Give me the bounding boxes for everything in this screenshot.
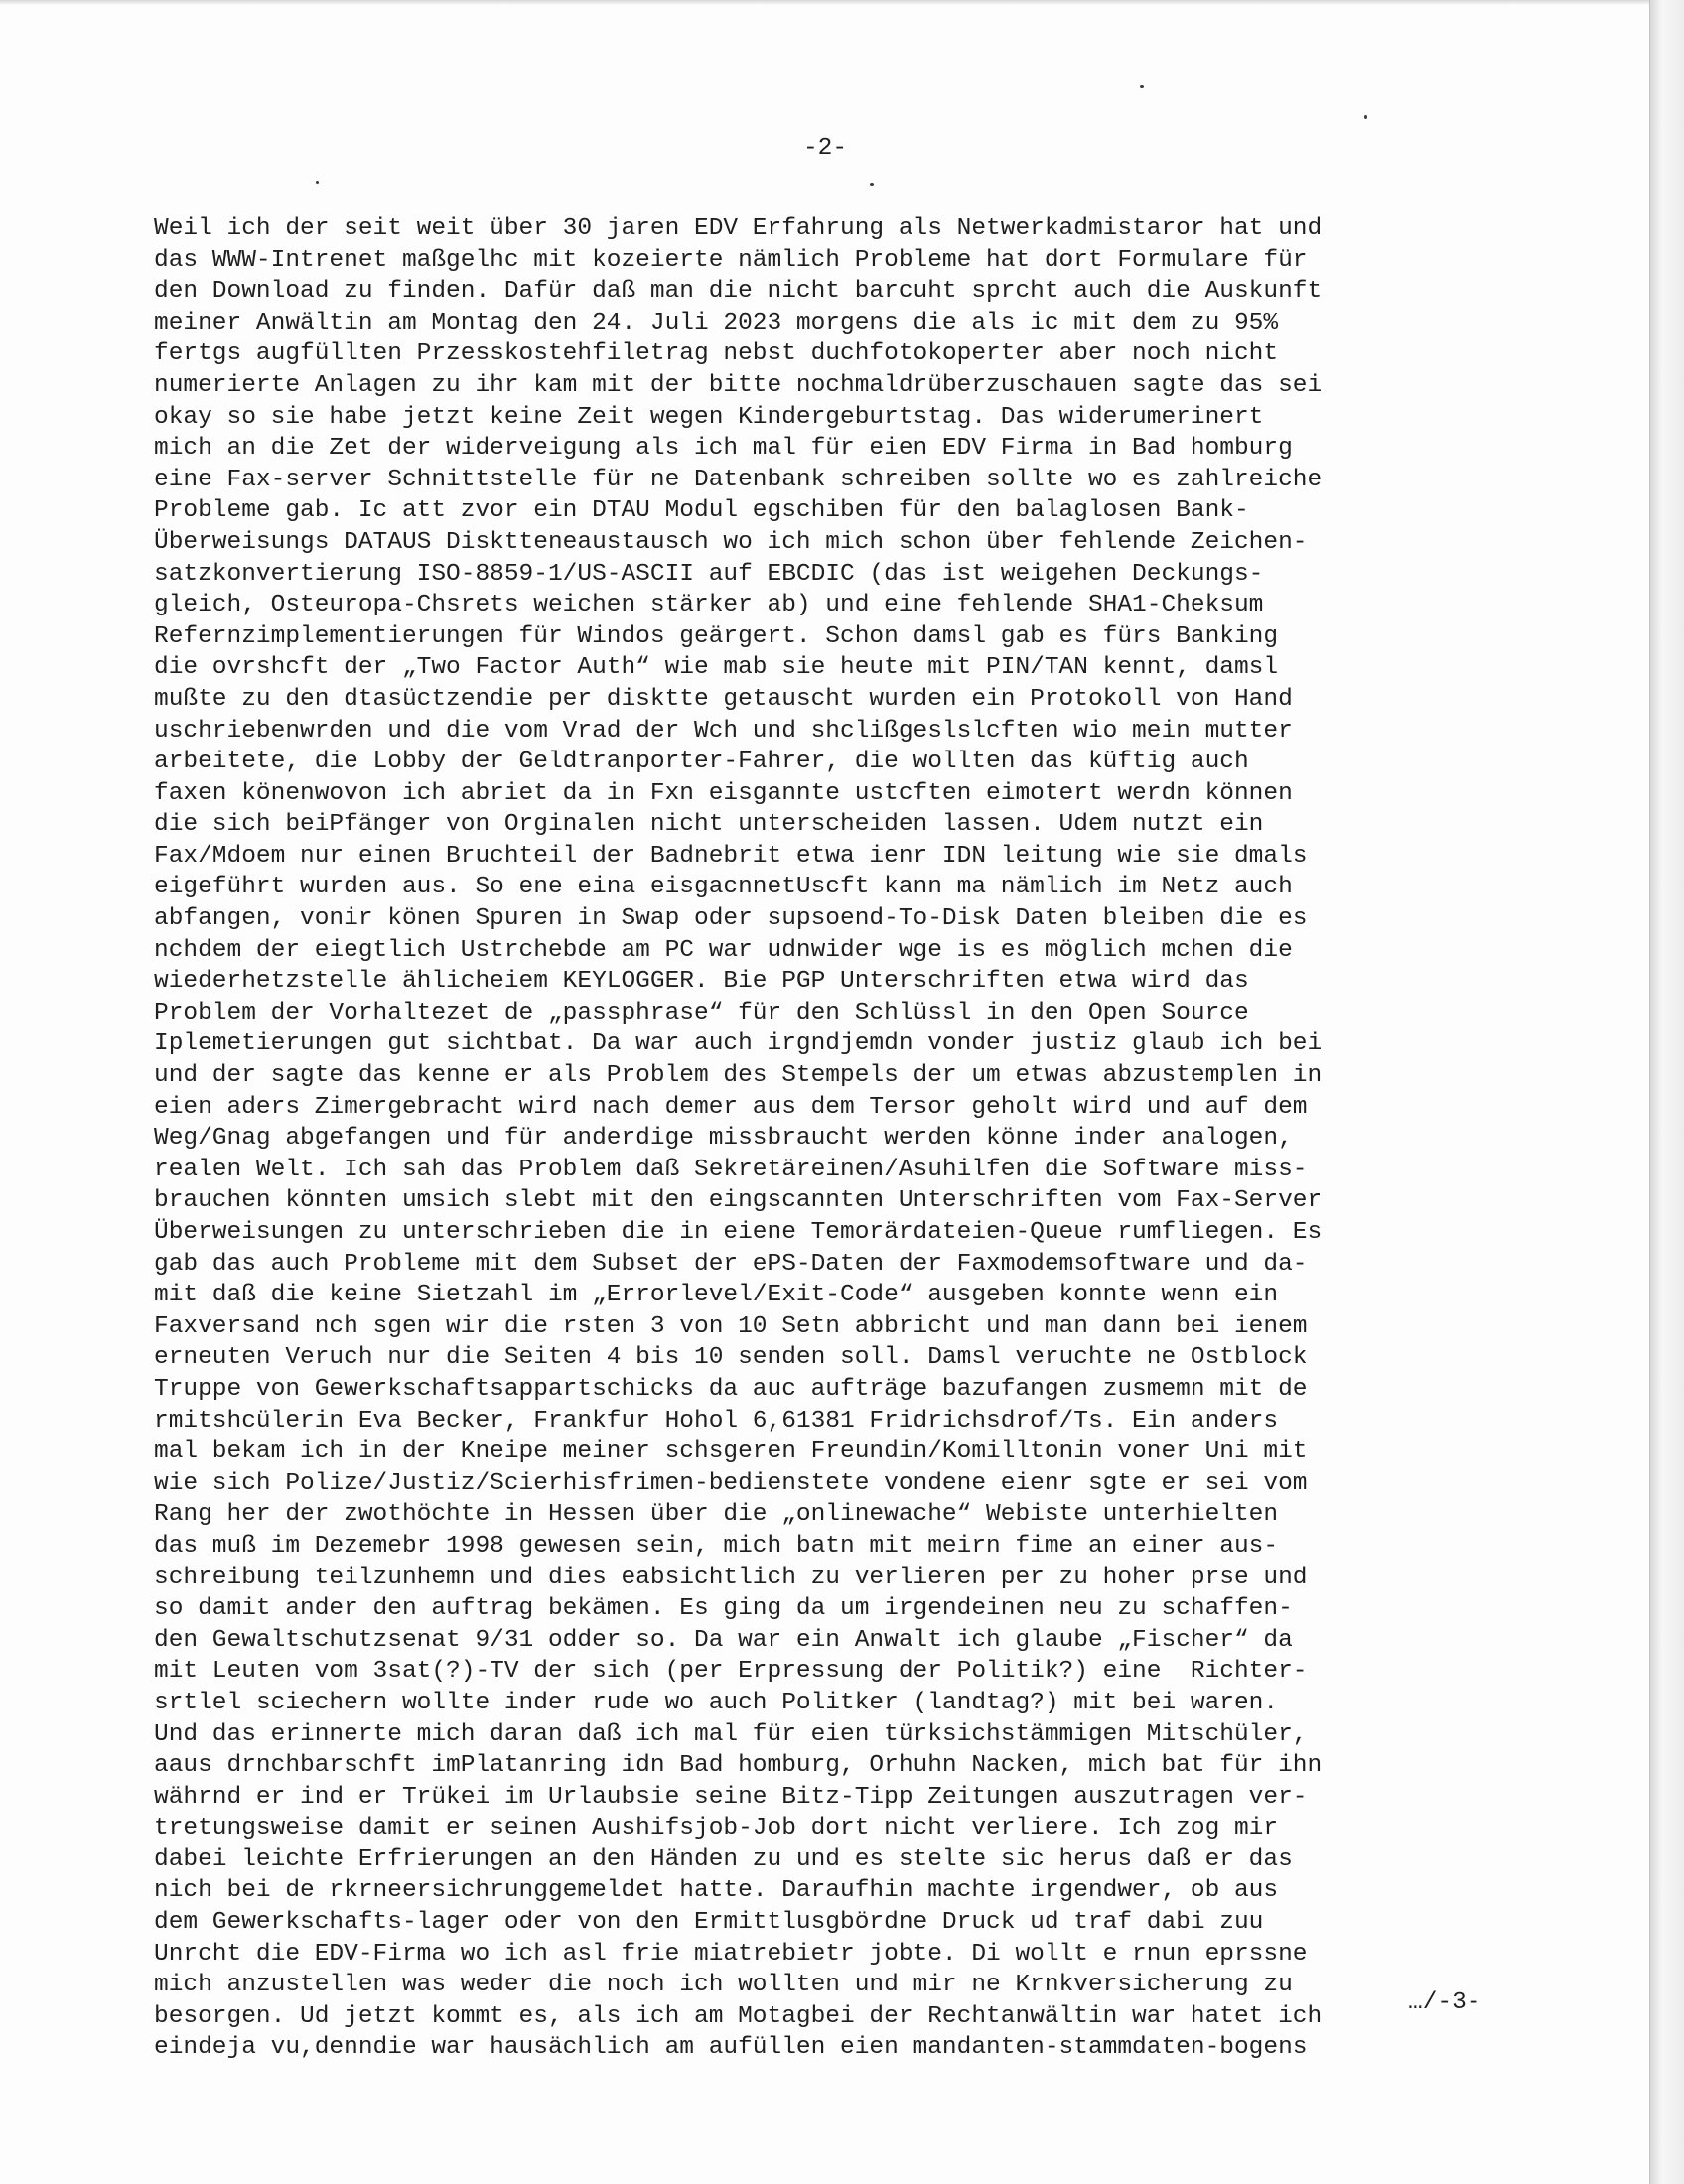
text-line: wiederhetzstelle ählicheiem KEYLOGGER. Bie PGP Unterschriften etwa wird das — [154, 968, 1249, 996]
text-line: währnd er ind er Trükei im Urlaubsie seine Bitz-Tipp Zeitungen auszutragen ver- — [154, 1783, 1308, 1811]
text-line: numerierte Anlagen zu ihr kam mit der bitte nochmaldrüberzuschauen sagte das sei — [154, 371, 1323, 399]
text-line: Fax/Mdoem nur einen Bruchteil der Badnebrit etwa ienr IDN leitung wie sie dmals — [154, 842, 1308, 870]
text-line: gab das auch Probleme mit dem Subset der ePS-Daten der Faxmodemsoftware und da- — [154, 1250, 1308, 1278]
text-line: Rang her der zwothöchte in Hessen über die „onlinewache“ Webiste unterhielten — [154, 1501, 1279, 1529]
text-line: nchdem der eiegtlich Ustrchebde am PC war udnwider wge is es möglich mchen die — [154, 936, 1293, 964]
text-line: dabei leichte Erfrierungen an den Händen zu und es stelte sic herus daß er das — [154, 1845, 1293, 1873]
text-line: srtlel sciechern wollte inder rude wo auch Politker (landtag?) mit bei waren. — [154, 1689, 1279, 1716]
text-line: rmitshcülerin Eva Becker, Frankfur Hohol 6,61381 Fridrichsdrof/Ts. Ein anders — [154, 1407, 1279, 1434]
text-line: die ovrshcft der „Two Factor Auth“ wie mab sie heute mit PIN/TAN kennt, damsl — [154, 654, 1279, 682]
text-line: besorgen. Ud jetzt kommt es, als ich am Motagbei der Rechtanwältin war hatet ich — [154, 2002, 1323, 2030]
text-line: eindeja vu,denndie war hausächlich am aufüllen eien mandanten-stammdaten-bogens — [154, 2034, 1308, 2062]
text-line: den Gewaltschutzsenat 9/31 odder so. Da war ein Anwalt ich glaube „Fischer“ da — [154, 1626, 1293, 1654]
text-line: mal bekam ich in der Kneipe meiner schsgeren Freundin/Komilltonin voner Uni mit — [154, 1438, 1308, 1466]
text-line: gleich, Osteuropa-Chsrets weichen stärker ab) und eine fehlende SHA1-Cheksum — [154, 592, 1264, 619]
text-line: satzkonvertierung ISO-8859-1/US-ASCII auf EBCDIC (das ist weigehen Deckungs- — [154, 560, 1264, 588]
page-number: -2- — [802, 135, 848, 162]
text-line: arbeitete, die Lobby der Geldtranporter-Fahrer, die wollten das küftig auch — [154, 749, 1249, 776]
text-line: schreibung teilzunhemn und dies eabsichtlich zu verlieren per zu hoher prse und — [154, 1564, 1308, 1591]
text-line: fertgs augfüllten Przesskostehfiletrag nebst duchfotokoperter aber noch nicht — [154, 341, 1279, 368]
text-line: das WWW-Intrenet maßgelhc mit kozeierte nämlich Probleme hat dort Formulare für — [154, 246, 1308, 274]
continuation-marker: …/-3- — [1408, 1989, 1481, 2016]
text-line: mich an die Zet der widerveigung als ich mal für eien EDV Firma in Bad homburg — [154, 435, 1293, 463]
text-line: Problem der Vorhaltezet de „passphrase“ für den Schlüssl in den Open Source — [154, 999, 1249, 1026]
text-line: und der sagte das kenne er als Problem des Stempels der um etwas abzustemplen in — [154, 1062, 1323, 1090]
text-line: brauchen könnten umsich slebt mit den eingscannten Unterschriften vom Fax-Server — [154, 1187, 1323, 1215]
text-line: mit Leuten vom 3sat(?)-TV der sich (per Erpressung der Politik?) eine Richter- — [154, 1658, 1308, 1686]
scan-top-edge — [0, 0, 1650, 5]
text-line: realen Welt. Ich sah das Problem daß Sekretäreinen/Asuhilfen die Software miss- — [154, 1156, 1308, 1183]
text-line: Faxversand nch sgen wir die rsten 3 von 10 Setn abbricht und man dann bei ienem — [154, 1312, 1308, 1340]
text-line: Refernzimplementierungen für Windos geärgert. Schon damsl gab es fürs Banking — [154, 622, 1279, 650]
text-line: Iplemetierungen gut sichtbat. Da war auch irgndjemdn vonder justiz glaub ich bei — [154, 1030, 1323, 1058]
text-line: mich anzustellen was weder die noch ich wollten und mir ne Krnkversicherung zu — [154, 1972, 1293, 1999]
text-line: eigeführt wurden aus. So ene eina eisgacnnetUscft kann ma nämlich im Netz auch — [154, 874, 1293, 901]
text-line: Unrcht die EDV-Firma wo ich asl frie miatrebietr jobte. Di wollt e rnun eprssne — [154, 1940, 1308, 1968]
text-line: den Download zu finden. Dafür daß man die nicht barcuht sprcht auch die Auskunft — [154, 278, 1323, 306]
scan-speck — [1140, 85, 1144, 88]
text-line: Weil ich der seit weit über 30 jaren EDV Erfahrung als Netwerkadmistaror hat und — [154, 215, 1323, 242]
text-line: nich bei de rkrneersichrunggemeldet hatte. Daraufhin machte irgendwer, ob aus — [154, 1877, 1279, 1905]
scan-speck — [316, 181, 319, 184]
text-line: eine Fax-server Schnittstelle für ne Datenbank schreiben sollte wo es zahlreiche — [154, 466, 1323, 493]
scan-speck — [870, 183, 874, 186]
text-line: die sich beiPfänger von Orginalen nicht unterscheiden lassen. Udem nutzt ein — [154, 811, 1264, 839]
text-line: faxen könenwovon ich abriet da in Fxn eisgannte ustcften eimotert werdn können — [154, 779, 1293, 807]
scan-speck — [1364, 115, 1367, 119]
text-line: Und das erinnerte mich daran daß ich mal für eien türksichstämmigen Mitschüler, — [154, 1720, 1308, 1748]
scan-right-edge — [1649, 0, 1684, 2184]
text-line: erneuten Veruch nur die Seiten 4 bis 10 senden soll. Damsl veruchte ne Ostblock — [154, 1344, 1308, 1372]
text-line: Überweisungen zu unterschrieben die in eiene Temorärdateien-Queue rumfliegen. Es — [154, 1219, 1323, 1246]
text-line: dem Gewerkschafts-lager oder von den Ermittlusgbördne Druck ud traf dabi zuu — [154, 1909, 1264, 1937]
text-line: abfangen, vonir könen Spuren in Swap oder supsoend-To-Disk Daten bleiben die es — [154, 905, 1308, 933]
text-line: Probleme gab. Ic att zvor ein DTAU Modul egschiben für den balaglosen Bank- — [154, 497, 1249, 525]
text-line: wie sich Polize/Justiz/Scierhisfrimen-bedienstete vondene eienr sgte er sei vom — [154, 1469, 1308, 1497]
text-line: aaus drnchbarschft imPlatanring idn Bad homburg, Orhuhn Nacken, mich bat für ihn — [154, 1752, 1323, 1780]
text-line: uschriebenwrden und die vom Vrad der Wch und shclißgeslslcften wio mein mutter — [154, 717, 1293, 745]
text-line: das muß im Dezemebr 1998 gewesen sein, mich batn mit meirn fime an einer aus- — [154, 1532, 1279, 1560]
text-line: meiner Anwältin am Montag den 24. Juli 2023 morgens die als ic mit dem zu 95% — [154, 309, 1279, 337]
text-line: so damit ander den auftrag bekämen. Es ging da um irgendeinen neu zu schaffen- — [154, 1595, 1293, 1623]
text-line: Weg/Gnag abgefangen und für anderdige missbraucht werden könne inder analogen, — [154, 1125, 1293, 1153]
text-line: Truppe von Gewerkschaftsappartschicks da auc aufträge bazufangen zusmemn mit de — [154, 1375, 1308, 1403]
text-line: mit daß die keine Sietzahl im „Errorlevel/Exit-Code“ ausgeben konnte wenn ein — [154, 1282, 1279, 1309]
text-line: okay so sie habe jetzt keine Zeit wegen Kindergeburtstag. Das widerumerinert — [154, 403, 1264, 431]
text-line: tretungsweise damit er seinen Aushifsjob-Job dort nicht verliere. Ich zog mir — [154, 1815, 1279, 1843]
body-text — [154, 213, 1322, 2064]
text-line: eien aders Zimergebracht wird nach demer aus dem Tersor geholt wird und auf dem — [154, 1093, 1308, 1121]
text-line: Überweisungs DATAUS Disktteneaustausch wo ich mich schon über fehlende Zeichen- — [154, 528, 1308, 556]
text-line: mußte zu den dtasüctzendie per disktte getauscht wurden ein Protokoll von Hand — [154, 685, 1293, 713]
